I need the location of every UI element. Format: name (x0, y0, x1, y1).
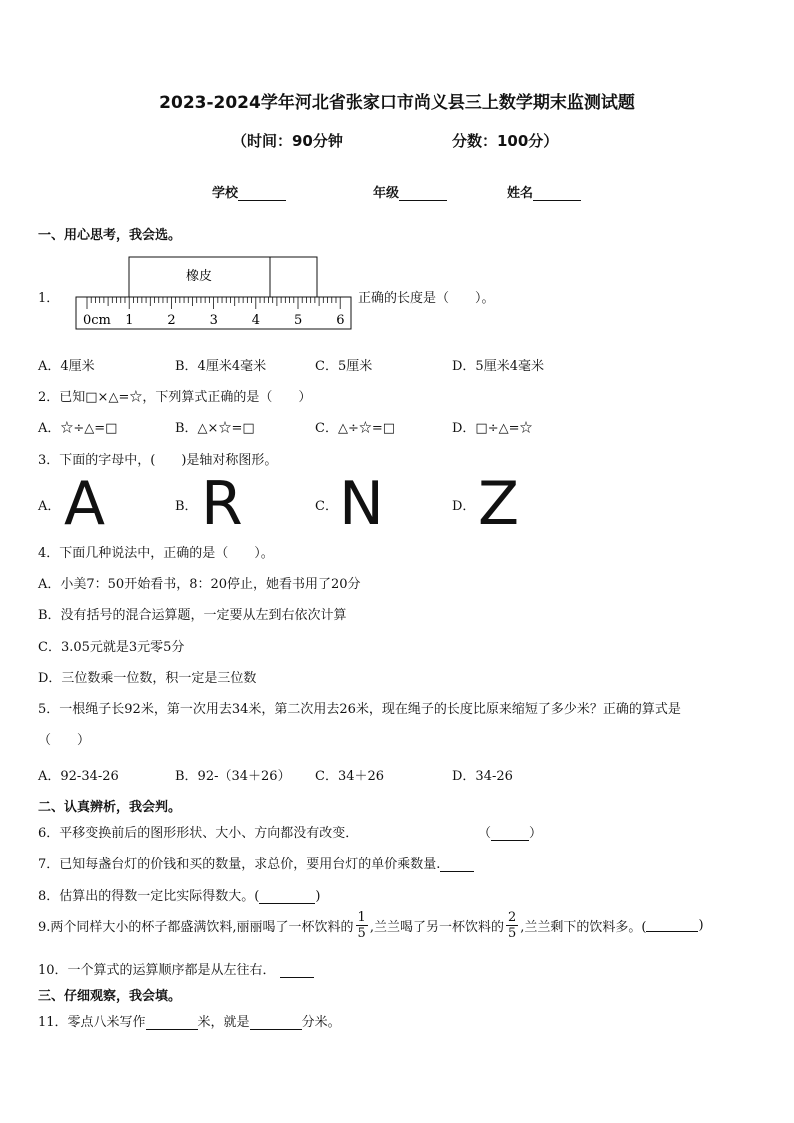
q2-option-d[interactable]: D．□÷△=☆ (452, 421, 533, 436)
section-3-heading: 三、仔细观察，我会填。 (38, 989, 182, 1004)
q11-blank-1[interactable] (146, 1017, 198, 1030)
q10-blank[interactable] (280, 965, 314, 978)
q11-part3: 分米。 (301, 1015, 341, 1030)
q4-option-b[interactable]: B．没有括号的混合运算题，一定要从左到右依次计算 (38, 608, 347, 623)
q6-answer[interactable] (478, 822, 542, 841)
q5-option-c[interactable]: C．34＋26 (315, 769, 385, 784)
q9-paren-right: ) (698, 918, 704, 933)
q1-option-c[interactable]: C．5厘米 (315, 359, 373, 374)
q4-option-d[interactable]: D．三位数乘一位数，积一定是三位数 (38, 671, 257, 686)
q8-text (38, 885, 320, 904)
q1-number: 1． (38, 291, 60, 306)
ruler-label: 3 (209, 313, 218, 328)
q3-text: 3．下面的字母中，( )是轴对称图形。 (38, 453, 278, 468)
letter-r: R (201, 469, 243, 539)
ruler-label: 0cm (83, 313, 111, 328)
q4-text: 4．下面几种说法中，正确的是（ ）。 (38, 546, 274, 561)
q6-paren-left: （ (478, 826, 492, 841)
q3-option-d[interactable]: D． (452, 499, 476, 514)
q9-part2: ,兰兰喝了另一杯饮料的 (369, 920, 504, 935)
eraser-label: 橡皮 (186, 269, 213, 284)
name-blank[interactable] (533, 187, 581, 201)
q9-part1: 9.两个同样大小的杯子都盛满饮料,丽丽喝了一杯饮料的 (38, 920, 354, 935)
q5-option-d[interactable]: D．34-26 (452, 769, 513, 784)
q7-blank[interactable] (440, 859, 474, 872)
q8-blank[interactable] (259, 891, 315, 904)
q5-text: 5．一根绳子长92米，第一次用去34米，第二次用去26米，现在绳子的长度比原来缩短了多少米？正确的算式是 (38, 702, 681, 717)
school-blank[interactable] (238, 187, 286, 201)
q5-text-cont: （ ） (38, 733, 91, 748)
q2-text: 2．已知□×△=☆，下列算式正确的是（ ） (38, 390, 312, 405)
ruler-figure (70, 255, 360, 335)
exam-score: 分数：100分） (452, 132, 559, 150)
q3-option-b[interactable]: B． (175, 499, 198, 514)
q2-option-a[interactable]: A．☆÷△=□ (38, 421, 118, 436)
q6-text: 6．平移变换前后的图形形状、大小、方向都没有改变． (38, 826, 359, 841)
q9-fraction-2 (506, 910, 518, 941)
ruler-label: 1 (125, 313, 134, 328)
letter-n: N (339, 469, 384, 539)
q3-option-c[interactable]: C． (315, 499, 338, 514)
q6-paren-right: ） (529, 826, 543, 841)
school-label: 学校 (212, 186, 239, 201)
q9-frac2-num: 2 (507, 910, 517, 925)
q8-label: 8．估算出的得数一定比实际得数大。( (38, 889, 260, 904)
ruler-label: 2 (167, 313, 176, 328)
grade-field[interactable] (373, 182, 447, 201)
q9-blank[interactable] (646, 919, 698, 932)
q5-option-b[interactable]: B．92-（34＋26） (175, 769, 291, 784)
ruler-label: 5 (294, 313, 303, 328)
q2-option-c[interactable]: C．△÷☆=□ (315, 421, 396, 436)
q10-label: 10．一个算式的运算顺序都是从左往右． (38, 963, 276, 978)
q4-option-a[interactable]: A．小美7：50开始看书，8：20停止，她看书用了20分 (38, 577, 361, 592)
q11-part1: 11．零点八米写作 (38, 1015, 146, 1030)
grade-label: 年级 (373, 186, 400, 201)
name-field[interactable] (507, 182, 581, 201)
eraser-end (270, 257, 317, 297)
q9-frac1-num: 1 (357, 910, 366, 925)
page-title: 2023-2024学年河北省张家口市尚义县三上数学期末监测试题 (159, 93, 635, 113)
q9-frac1-den: 5 (357, 926, 366, 941)
q1-option-a[interactable]: A．4厘米 (38, 359, 95, 374)
q9-text (38, 910, 704, 941)
name-label: 姓名 (507, 186, 534, 201)
q4-option-c[interactable]: C．3.05元就是3元零5分 (38, 640, 185, 655)
q1-option-b[interactable]: B．4厘米4毫米 (175, 359, 267, 374)
q11-blank-2[interactable] (250, 1017, 302, 1030)
q11-part2: 米，就是 (197, 1015, 250, 1030)
q8-paren-right: ) (315, 889, 321, 904)
q9-part3: ,兰兰剩下的饮料多。( (520, 920, 647, 935)
section-1-heading: 一、用心思考，我会选。 (38, 228, 182, 243)
exam-time: （时间：90分钟 (232, 132, 343, 150)
school-field[interactable] (212, 182, 286, 201)
grade-blank[interactable] (399, 187, 447, 201)
ruler-labels (83, 313, 344, 328)
q7-text (38, 853, 474, 872)
q9-frac2-den: 5 (507, 926, 517, 941)
ruler-label: 6 (336, 313, 345, 328)
q1-option-d[interactable]: D．5厘米4毫米 (452, 359, 544, 374)
q3-option-a[interactable]: A． (38, 499, 61, 514)
q2-option-b[interactable]: B．△×☆=□ (175, 421, 255, 436)
ruler-label: 4 (251, 313, 261, 328)
q10-text (38, 959, 314, 978)
letter-z: Z (478, 469, 520, 539)
q5-option-a[interactable]: A．92-34-26 (38, 769, 119, 784)
letter-a: A (64, 469, 106, 539)
ruler-ticks (87, 297, 340, 309)
q7-label: 7．已知每盏台灯的价钱和买的数量，求总价，要用台灯的单价乘数量. (38, 857, 441, 872)
section-2-heading: 二、认真辨析，我会判。 (38, 800, 182, 815)
q1-text: 正确的长度是（ ）。 (358, 291, 495, 306)
q9-fraction-1 (356, 910, 368, 941)
q6-blank[interactable] (491, 828, 529, 841)
q11-text (38, 1011, 341, 1030)
